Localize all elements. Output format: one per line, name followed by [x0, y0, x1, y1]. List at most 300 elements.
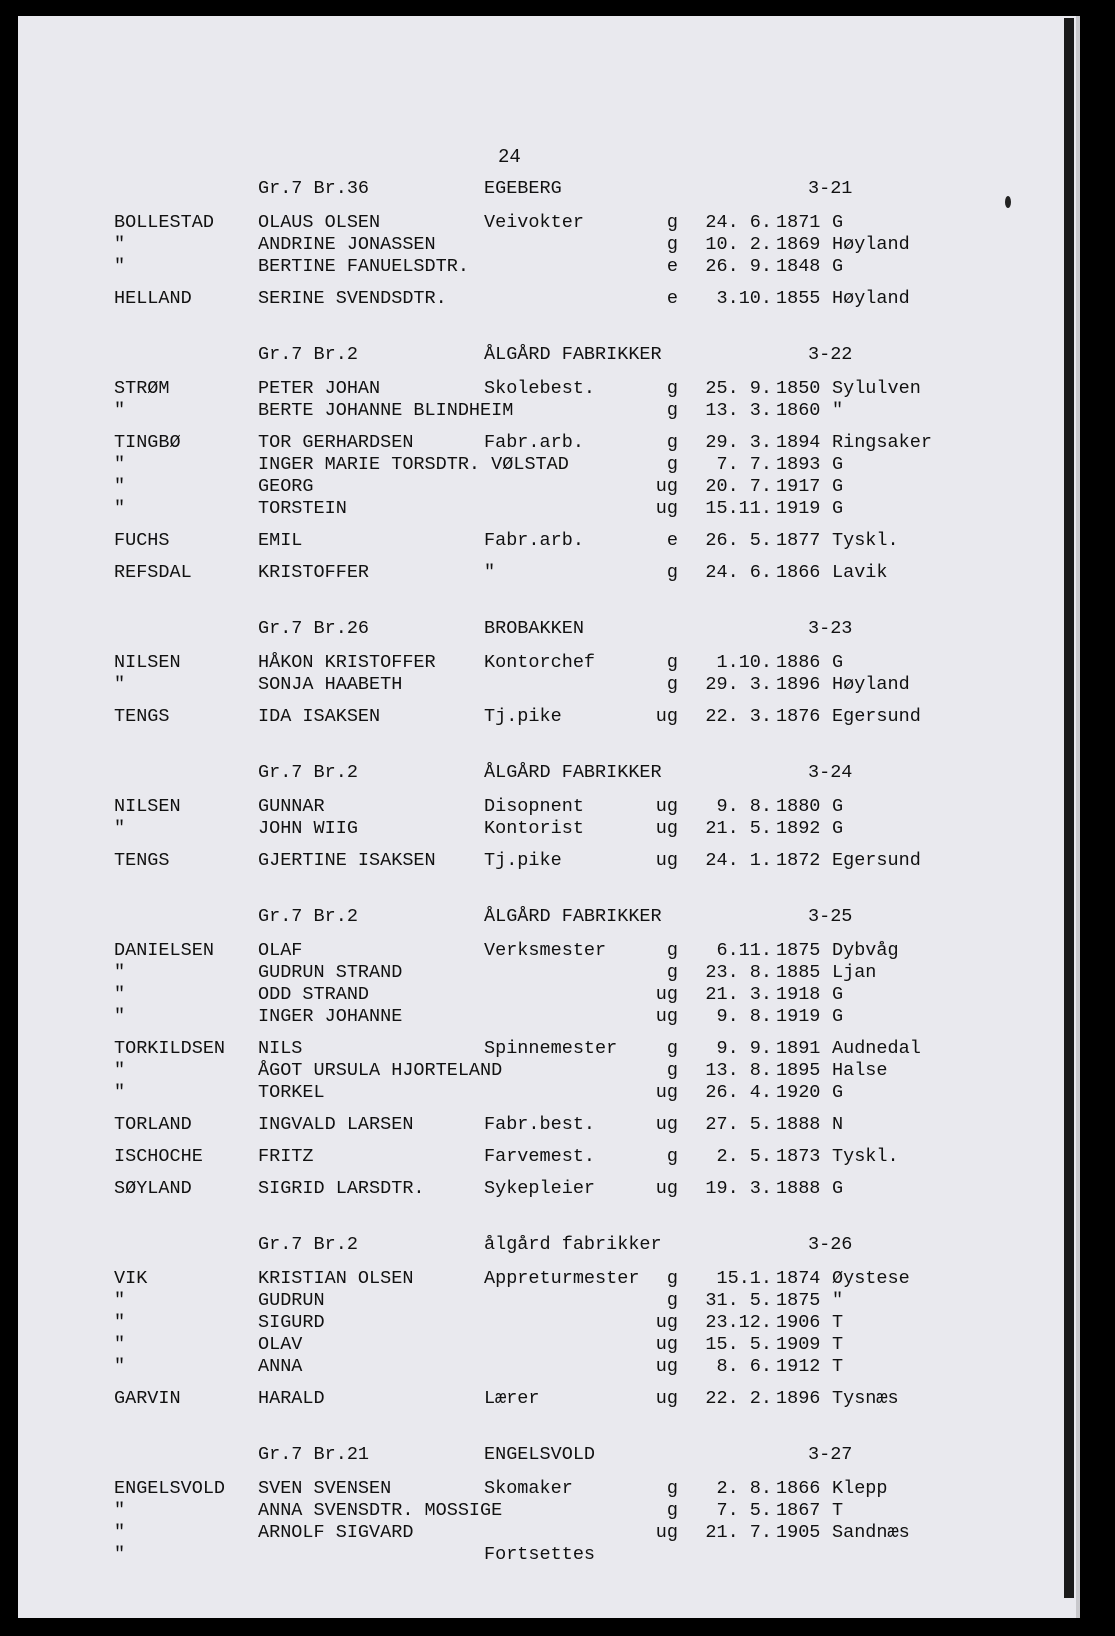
register-row — [18, 400, 1080, 422]
birth-year: 1880 — [776, 796, 821, 817]
given-name: INGER JOHANNE — [258, 1006, 403, 1027]
marital-status: ug — [655, 818, 678, 839]
header-gr-br: Gr.7 Br.36 — [258, 178, 370, 199]
register-row — [18, 432, 1080, 454]
given-name: INGVALD LARSEN — [258, 1114, 414, 1135]
birth-place: T — [832, 1312, 844, 1333]
register-row — [18, 1006, 1080, 1028]
given-name: NILS — [258, 1038, 303, 1059]
given-name: SIGURD — [258, 1312, 325, 1333]
occupation: Farvemest. — [484, 1146, 596, 1167]
given-name: EMIL — [258, 530, 303, 551]
surname: " — [114, 1334, 126, 1355]
occupation: Fabr.arb. — [484, 432, 584, 453]
given-name: OLAV — [258, 1334, 303, 1355]
surname: STRØM — [114, 378, 170, 399]
section-header — [18, 344, 1080, 366]
header-farm: ålgård fabrikker — [484, 1234, 662, 1255]
given-name: ARNOLF SIGVARD — [258, 1522, 414, 1543]
marital-status: e — [666, 256, 678, 277]
register-row — [18, 1334, 1080, 1356]
register-row — [18, 962, 1080, 984]
marital-status: ug — [655, 498, 678, 519]
surname: ISCHOCHE — [114, 1146, 203, 1167]
occupation: Lærer — [484, 1388, 540, 1409]
header-farm: BROBAKKEN — [484, 618, 584, 639]
marital-status: ug — [655, 1334, 678, 1355]
register-row — [18, 1082, 1080, 1104]
marital-status: ug — [655, 1006, 678, 1027]
marital-status: g — [666, 1290, 678, 1311]
birth-day-month: 13. 8. — [705, 1060, 772, 1081]
section-header — [18, 618, 1080, 640]
page-number: 24 — [498, 146, 521, 168]
occupation: Fortsettes — [484, 1544, 596, 1565]
register-row — [18, 1388, 1080, 1410]
given-name: IDA ISAKSEN — [258, 706, 381, 727]
birth-place: G — [832, 212, 844, 233]
header-number: 3-25 — [808, 906, 853, 927]
birth-day-month: 26. 4. — [705, 1082, 772, 1103]
register-row — [18, 850, 1080, 872]
occupation: Spinnemester — [484, 1038, 618, 1059]
surname: NILSEN — [114, 796, 181, 817]
given-name: SONJA HAABETH — [258, 674, 403, 695]
section-header — [18, 1234, 1080, 1256]
birth-place: G — [832, 652, 844, 673]
surname: TENGS — [114, 706, 170, 727]
birth-day-month: 21. 7. — [705, 1522, 772, 1543]
marital-status: g — [666, 432, 678, 453]
register-row — [18, 288, 1080, 310]
birth-place: G — [832, 984, 844, 1005]
header-gr-br: Gr.7 Br.2 — [258, 906, 358, 927]
given-name: HÅKON KRISTOFFER — [258, 652, 436, 673]
occupation: Kontorist — [484, 818, 584, 839]
surname: TORKILDSEN — [114, 1038, 226, 1059]
marital-status: ug — [655, 706, 678, 727]
birth-year: 1891 — [776, 1038, 821, 1059]
birth-place: Høyland — [832, 234, 910, 255]
marital-status: g — [666, 1146, 678, 1167]
birth-day-month: 6.11. — [716, 940, 772, 961]
surname: " — [114, 674, 126, 695]
surname: " — [114, 1082, 126, 1103]
birth-year: 1871 — [776, 212, 821, 233]
surname: " — [114, 962, 126, 983]
marital-status: ug — [655, 984, 678, 1005]
register-row — [18, 530, 1080, 552]
marital-status: g — [666, 940, 678, 961]
register-row — [18, 1146, 1080, 1168]
given-name: PETER JOHAN — [258, 378, 381, 399]
birth-day-month: 23.12. — [705, 1312, 772, 1333]
surname: NILSEN — [114, 652, 181, 673]
surname: TINGBØ — [114, 432, 181, 453]
birth-day-month: 19. 3. — [705, 1178, 772, 1199]
birth-day-month: 1.10. — [716, 652, 772, 673]
register-row — [18, 476, 1080, 498]
given-name: INGER MARIE TORSDTR. VØLSTAD — [258, 454, 569, 475]
surname: " — [114, 1544, 126, 1565]
marital-status: ug — [655, 1312, 678, 1333]
birth-place: Tysnæs — [832, 1388, 899, 1409]
birth-year: 1894 — [776, 432, 821, 453]
birth-year: 1886 — [776, 652, 821, 673]
marital-status: g — [666, 674, 678, 695]
given-name: OLAUS OLSEN — [258, 212, 381, 233]
occupation: Tj.pike — [484, 706, 562, 727]
birth-day-month: 22. 3. — [705, 706, 772, 727]
surname: " — [114, 476, 126, 497]
birth-place: G — [832, 476, 844, 497]
birth-place: " — [832, 1290, 844, 1311]
marital-status: ug — [655, 1522, 678, 1543]
birth-day-month: 9. 8. — [716, 796, 772, 817]
marital-status: ug — [655, 850, 678, 871]
marital-status: g — [666, 1038, 678, 1059]
occupation: Sykepleier — [484, 1178, 596, 1199]
section-header — [18, 1444, 1080, 1466]
birth-place: G — [832, 256, 844, 277]
birth-day-month: 21. 5. — [705, 818, 772, 839]
given-name: FRITZ — [258, 1146, 314, 1167]
birth-day-month: 8. 6. — [716, 1356, 772, 1377]
register-row — [18, 234, 1080, 256]
birth-year: 1888 — [776, 1114, 821, 1135]
birth-day-month: 25. 9. — [705, 378, 772, 399]
birth-year: 1920 — [776, 1082, 821, 1103]
header-gr-br: Gr.7 Br.2 — [258, 344, 358, 365]
birth-place: " — [832, 400, 844, 421]
surname: " — [114, 498, 126, 519]
marital-status: e — [666, 288, 678, 309]
given-name: GUDRUN STRAND — [258, 962, 403, 983]
header-number: 3-22 — [808, 344, 853, 365]
register-row — [18, 454, 1080, 476]
register-row — [18, 940, 1080, 962]
register-row — [18, 1038, 1080, 1060]
birth-year: 1896 — [776, 674, 821, 695]
given-name: TOR GERHARDSEN — [258, 432, 414, 453]
marital-status: ug — [655, 1178, 678, 1199]
birth-day-month: 23. 8. — [705, 962, 772, 983]
birth-year: 1866 — [776, 1478, 821, 1499]
birth-day-month: 9. 9. — [716, 1038, 772, 1059]
header-number: 3-23 — [808, 618, 853, 639]
birth-day-month: 24. 6. — [705, 562, 772, 583]
register-row — [18, 1544, 1080, 1566]
given-name: GEORG — [258, 476, 314, 497]
given-name: ANNA — [258, 1356, 303, 1377]
birth-year: 1896 — [776, 1388, 821, 1409]
given-name: SVEN SVENSEN — [258, 1478, 392, 1499]
marital-status: g — [666, 212, 678, 233]
ink-dot — [1005, 196, 1011, 208]
section-header — [18, 906, 1080, 928]
birth-day-month: 2. 5. — [716, 1146, 772, 1167]
birth-day-month: 9. 8. — [716, 1006, 772, 1027]
birth-year: 1876 — [776, 706, 821, 727]
birth-day-month: 21. 3. — [705, 984, 772, 1005]
birth-place: Høyland — [832, 674, 910, 695]
marital-status: ug — [655, 1114, 678, 1135]
birth-year: 1912 — [776, 1356, 821, 1377]
header-number: 3-27 — [808, 1444, 853, 1465]
birth-place: Ringsaker — [832, 432, 932, 453]
birth-day-month: 2. 8. — [716, 1478, 772, 1499]
birth-year: 1917 — [776, 476, 821, 497]
register-row — [18, 1522, 1080, 1544]
register-row — [18, 1312, 1080, 1334]
marital-status: ug — [655, 476, 678, 497]
occupation: Verksmester — [484, 940, 607, 961]
given-name: ODD STRAND — [258, 984, 370, 1005]
given-name: KRISTIAN OLSEN — [258, 1268, 414, 1289]
birth-day-month: 26. 5. — [705, 530, 772, 551]
surname: FUCHS — [114, 530, 170, 551]
birth-year: 1892 — [776, 818, 821, 839]
occupation: Veivokter — [484, 212, 584, 233]
birth-year: 1877 — [776, 530, 821, 551]
birth-year: 1885 — [776, 962, 821, 983]
header-gr-br: Gr.7 Br.21 — [258, 1444, 370, 1465]
birth-place: Sandnæs — [832, 1522, 910, 1543]
marital-status: g — [666, 378, 678, 399]
birth-place: Høyland — [832, 288, 910, 309]
occupation: Skolebest. — [484, 378, 596, 399]
birth-day-month: 15.1. — [716, 1268, 772, 1289]
given-name: JOHN WIIG — [258, 818, 358, 839]
register-row — [18, 378, 1080, 400]
birth-place: G — [832, 1082, 844, 1103]
birth-place: T — [832, 1334, 844, 1355]
header-number: 3-26 — [808, 1234, 853, 1255]
birth-day-month: 24. 1. — [705, 850, 772, 871]
birth-place: Lavik — [832, 562, 888, 583]
given-name: HARALD — [258, 1388, 325, 1409]
surname: ENGELSVOLD — [114, 1478, 226, 1499]
birth-place: G — [832, 818, 844, 839]
given-name: GUNNAR — [258, 796, 325, 817]
surname: REFSDAL — [114, 562, 192, 583]
surname: BOLLESTAD — [114, 212, 214, 233]
birth-place: Øystese — [832, 1268, 910, 1289]
marital-status: g — [666, 1060, 678, 1081]
occupation: Tj.pike — [484, 850, 562, 871]
register-row — [18, 1356, 1080, 1378]
register-row — [18, 1178, 1080, 1200]
occupation: Appreturmester — [484, 1268, 640, 1289]
given-name: BERTE JOHANNE BLINDHEIM — [258, 400, 514, 421]
birth-day-month: 7. 5. — [716, 1500, 772, 1521]
register-row — [18, 818, 1080, 840]
surname: TENGS — [114, 850, 170, 871]
birth-day-month: 7. 7. — [716, 454, 772, 475]
page-edge — [1076, 16, 1080, 1618]
birth-place: T — [832, 1356, 844, 1377]
header-farm: ENGELSVOLD — [484, 1444, 596, 1465]
birth-place: Tyskl. — [832, 1146, 899, 1167]
surname: " — [114, 1006, 126, 1027]
surname: " — [114, 984, 126, 1005]
birth-year: 1909 — [776, 1334, 821, 1355]
birth-place: G — [832, 796, 844, 817]
given-name: ÅGOT URSULA HJORTELAND — [258, 1060, 503, 1081]
marital-status: g — [666, 962, 678, 983]
section-header — [18, 762, 1080, 784]
birth-day-month: 29. 3. — [705, 674, 772, 695]
given-name: ANDRINE JONASSEN — [258, 234, 436, 255]
birth-place: Dybvåg — [832, 940, 899, 961]
section-header — [18, 178, 1080, 200]
register-row — [18, 256, 1080, 278]
birth-place: T — [832, 1500, 844, 1521]
birth-year: 1850 — [776, 378, 821, 399]
birth-place: N — [832, 1114, 844, 1135]
birth-year: 1895 — [776, 1060, 821, 1081]
page-edge-shadow — [1064, 18, 1074, 1598]
surname: " — [114, 234, 126, 255]
birth-year: 1866 — [776, 562, 821, 583]
marital-status: g — [666, 400, 678, 421]
birth-place: Egersund — [832, 850, 921, 871]
marital-status: g — [666, 1478, 678, 1499]
surname: " — [114, 1060, 126, 1081]
header-farm: ÅLGÅRD FABRIKKER — [484, 906, 662, 927]
given-name: SERINE SVENDSDTR. — [258, 288, 447, 309]
surname: TORLAND — [114, 1114, 192, 1135]
register-row — [18, 1500, 1080, 1522]
surname: VIK — [114, 1268, 148, 1289]
birth-day-month: 27. 5. — [705, 1114, 772, 1135]
birth-year: 1875 — [776, 1290, 821, 1311]
register-row — [18, 1478, 1080, 1500]
birth-year: 1919 — [776, 498, 821, 519]
header-farm: EGEBERG — [484, 178, 562, 199]
given-name: SIGRID LARSDTR. — [258, 1178, 425, 1199]
header-gr-br: Gr.7 Br.2 — [258, 762, 358, 783]
given-name: OLAF — [258, 940, 303, 961]
surname: " — [114, 454, 126, 475]
marital-status: ug — [655, 1356, 678, 1377]
header-number: 3-21 — [808, 178, 853, 199]
marital-status: g — [666, 234, 678, 255]
given-name: BERTINE FANUELSDTR. — [258, 256, 469, 277]
surname: " — [114, 818, 126, 839]
marital-status: g — [666, 562, 678, 583]
surname: SØYLAND — [114, 1178, 192, 1199]
given-name: KRISTOFFER — [258, 562, 370, 583]
given-name: ANNA SVENSDTR. MOSSIGE — [258, 1500, 503, 1521]
register-row — [18, 1114, 1080, 1136]
marital-status: ug — [655, 1082, 678, 1103]
marital-status: e — [666, 530, 678, 551]
header-farm: ÅLGÅRD FABRIKKER — [484, 344, 662, 365]
birth-year: 1918 — [776, 984, 821, 1005]
surname: " — [114, 1500, 126, 1521]
register-row — [18, 796, 1080, 818]
header-gr-br: Gr.7 Br.2 — [258, 1234, 358, 1255]
birth-place: G — [832, 1006, 844, 1027]
birth-year: 1919 — [776, 1006, 821, 1027]
given-name: TORKEL — [258, 1082, 325, 1103]
surname: " — [114, 1312, 126, 1333]
birth-place: Klepp — [832, 1478, 888, 1499]
birth-place: G — [832, 454, 844, 475]
register-row — [18, 1268, 1080, 1290]
given-name: GUDRUN — [258, 1290, 325, 1311]
occupation: Skomaker — [484, 1478, 573, 1499]
marital-status: ug — [655, 1388, 678, 1409]
birth-year: 1860 — [776, 400, 821, 421]
header-gr-br: Gr.7 Br.26 — [258, 618, 370, 639]
birth-place: Tyskl. — [832, 530, 899, 551]
register-row — [18, 212, 1080, 234]
register-row — [18, 1060, 1080, 1082]
surname: " — [114, 400, 126, 421]
birth-year: 1873 — [776, 1146, 821, 1167]
birth-day-month: 29. 3. — [705, 432, 772, 453]
birth-day-month: 15.11. — [705, 498, 772, 519]
occupation: Fabr.arb. — [484, 530, 584, 551]
surname: " — [114, 1290, 126, 1311]
birth-day-month: 22. 2. — [705, 1388, 772, 1409]
birth-place: G — [832, 1178, 844, 1199]
birth-year: 1893 — [776, 454, 821, 475]
birth-year: 1906 — [776, 1312, 821, 1333]
birth-year: 1888 — [776, 1178, 821, 1199]
surname: " — [114, 256, 126, 277]
birth-year: 1869 — [776, 234, 821, 255]
birth-day-month: 31. 5. — [705, 1290, 772, 1311]
birth-place: Audnedal — [832, 1038, 921, 1059]
birth-year: 1874 — [776, 1268, 821, 1289]
register-row — [18, 984, 1080, 1006]
document-page — [18, 16, 1080, 1618]
header-number: 3-24 — [808, 762, 853, 783]
register-row — [18, 1290, 1080, 1312]
birth-year: 1867 — [776, 1500, 821, 1521]
register-row — [18, 498, 1080, 520]
birth-place: G — [832, 498, 844, 519]
header-farm: ÅLGÅRD FABRIKKER — [484, 762, 662, 783]
birth-year: 1872 — [776, 850, 821, 871]
birth-day-month: 3.10. — [716, 288, 772, 309]
marital-status: g — [666, 1268, 678, 1289]
birth-year: 1855 — [776, 288, 821, 309]
birth-day-month: 13. 3. — [705, 400, 772, 421]
birth-place: Ljan — [832, 962, 877, 983]
birth-day-month: 24. 6. — [705, 212, 772, 233]
marital-status: g — [666, 652, 678, 673]
register-row — [18, 674, 1080, 696]
surname: " — [114, 1356, 126, 1377]
occupation: " — [484, 562, 496, 583]
marital-status: g — [666, 454, 678, 475]
given-name: TORSTEIN — [258, 498, 347, 519]
birth-year: 1905 — [776, 1522, 821, 1543]
occupation: Fabr.best. — [484, 1114, 596, 1135]
birth-day-month: 26. 9. — [705, 256, 772, 277]
birth-day-month: 20. 7. — [705, 476, 772, 497]
surname: DANIELSEN — [114, 940, 214, 961]
register-row — [18, 652, 1080, 674]
surname: HELLAND — [114, 288, 192, 309]
marital-status: g — [666, 1500, 678, 1521]
birth-year: 1875 — [776, 940, 821, 961]
register-row — [18, 706, 1080, 728]
